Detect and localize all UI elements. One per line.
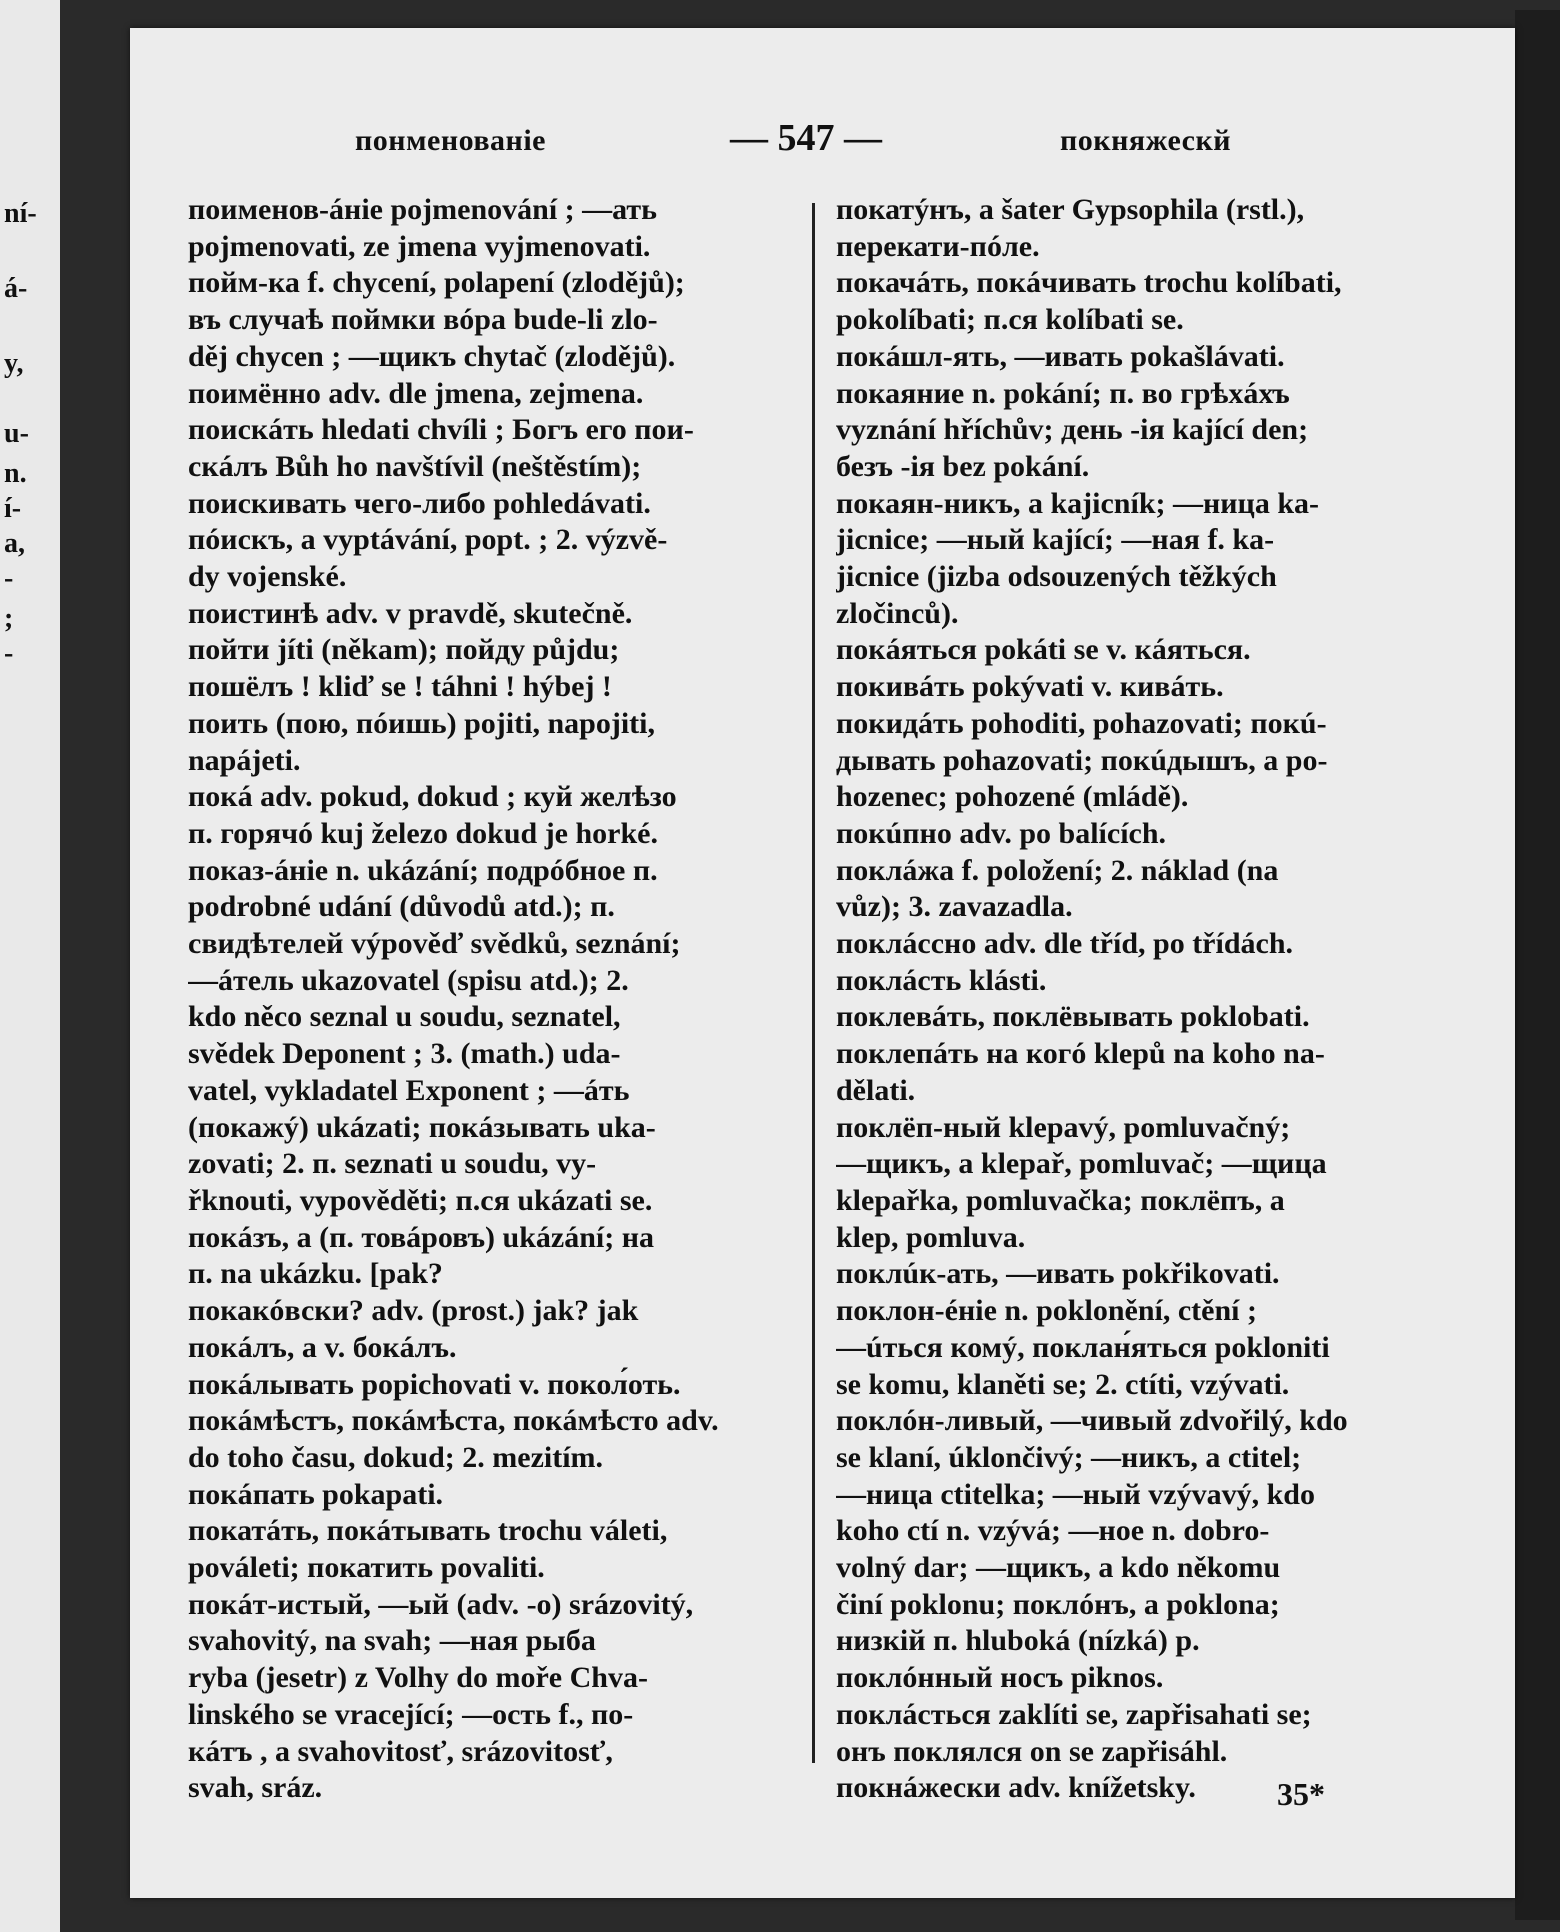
page-number: — 547 — xyxy=(730,117,882,159)
text-line: děj chycen ; —щикъ chytač (zlodějů). xyxy=(188,339,676,373)
text-line: пойм-ка f. chycení, polapení (zlodějů); xyxy=(188,266,685,300)
text-line: покивáть pokývati v. кивáть. xyxy=(836,670,1224,704)
text-line: klep, pomluva. xyxy=(836,1220,1026,1254)
text-line: кáтъ , a svahovitosť, srázovitosť, xyxy=(188,1734,613,1768)
text-line: dy vojenské. xyxy=(188,560,347,594)
text-line: (покажý) ukázati; покáзывать uka- xyxy=(188,1110,656,1144)
text-line: jicnice (jizba odsouzených těžkých xyxy=(836,560,1277,594)
text-line: do toho času, dokud; 2. mezitím. xyxy=(188,1440,604,1474)
text-line: ryba (jesetr) z Volhy do moře Chva- xyxy=(188,1661,648,1695)
text-line: поклёп-ный klepavý, pomluvačný; xyxy=(836,1110,1291,1144)
text-line: покáт-истый, —ый (adv. -о) srázovitý, xyxy=(188,1587,694,1621)
text-line: покáпать pokapati. xyxy=(188,1477,444,1511)
prev-page-fragment: a, xyxy=(4,528,25,559)
text-line: пошёлъ ! kliď se ! táhni ! hýbej ! xyxy=(188,670,612,704)
text-line: покáлывать popichovati v. покол́оть. xyxy=(188,1367,681,1401)
text-line: vůz); 3. zavazadla. xyxy=(836,890,1073,924)
prev-page-fragment: ; xyxy=(4,603,14,634)
text-line: —щикъ, a klepař, pomluvač; —щица xyxy=(836,1147,1327,1181)
column-divider xyxy=(812,203,815,1763)
text-line: поклóнный носъ piknos. xyxy=(836,1661,1164,1695)
text-line: покатáть, покáтывать trochu váleti, xyxy=(188,1514,668,1548)
text-line: vatel, vykladatel Exponent ; —áть xyxy=(188,1073,630,1107)
text-line: поклáсться zaklíti se, zapřisahati se; xyxy=(836,1697,1312,1731)
text-line: п. na ukázku. [pak? xyxy=(188,1257,443,1291)
text-line: klepařka, pomluvačka; поклёпъ, a xyxy=(836,1183,1285,1217)
text-line: покачáть, покáчивать trochu kolíbati, xyxy=(836,266,1342,300)
text-line: онъ поклялся on se zapřisáhl. xyxy=(836,1734,1228,1768)
text-line: скáлъ Bůh ho navštívil (neštěstím); xyxy=(188,449,642,483)
text-line: покúпно adv. po balících. xyxy=(836,816,1167,850)
left-column xyxy=(188,192,798,1807)
text-line: п. горячó kuj železo dokud je horké. xyxy=(188,816,658,850)
text-line: поклúк-ать, —ивать pokřikovati. xyxy=(836,1257,1280,1291)
text-line: dělati. xyxy=(836,1073,916,1107)
text-line: pojmenovati, ze jmena vyjmenovati. xyxy=(188,229,651,263)
text-line: поклáжа f. položení; 2. náklad (na xyxy=(836,853,1279,887)
text-line: kdo něco seznal u soudu, seznatel, xyxy=(188,1000,621,1034)
text-line: покáяться pokáti se v. кáяться. xyxy=(836,633,1251,667)
text-line: покáзъ, a (п. товáровъ) ukázání; на xyxy=(188,1220,655,1254)
text-line: поистинѣ adv. v pravdě, skutečně. xyxy=(188,596,633,630)
right-column xyxy=(836,192,1481,1807)
text-line: покатýнъ, a šater Gypsophila (rstl.), xyxy=(836,193,1305,226)
text-line: покаян-никъ, a kajicník; —ница ka- xyxy=(836,486,1320,520)
text-line: se klaní, úklončivý; —никъ, a ctitel; xyxy=(836,1440,1302,1474)
text-line: svah, sráz. xyxy=(188,1771,323,1805)
text-line: —áтель ukazovatel (spisu atd.); 2. xyxy=(188,963,629,997)
prev-page-fragment: - xyxy=(4,563,14,594)
text-line: napájeti. xyxy=(188,743,301,777)
text-line: покáшл-ять, —ивать pokašlávati. xyxy=(836,339,1285,373)
text-line: свидѣтелей výpověď svědků, seznání; xyxy=(188,927,681,961)
text-line: zovati; 2. п. seznati u soudu, vy- xyxy=(188,1147,597,1181)
text-line: podrobné udání (důvodů atd.); п. xyxy=(188,890,615,924)
signature-mark: 35* xyxy=(1277,1776,1325,1812)
left-guideword: понменованіе xyxy=(355,124,546,157)
text-line: поискивать чего-либо pohledávati. xyxy=(188,486,651,520)
prev-page-fragment: y, xyxy=(4,348,24,379)
text-line: низкій п. hluboká (nízká) p. xyxy=(836,1624,1200,1658)
prev-page-fragment: á- xyxy=(4,273,28,304)
text-line: se komu, klaněti se; 2. ctíti, vzývati. xyxy=(836,1367,1290,1401)
running-header xyxy=(130,116,1515,166)
text-line: поклон-éніе n. poklonění, ctění ; xyxy=(836,1294,1257,1328)
text-line: volný dar; —щикъ, a kdo někomu xyxy=(836,1551,1281,1585)
text-line: покаяние n. pokání; п. во грѣхáхъ xyxy=(836,376,1290,410)
text-line: дывать pohazovati; покúдышъ, a po- xyxy=(836,743,1328,777)
text-line: покáлъ, a v. бокáлъ. xyxy=(188,1330,457,1364)
text-line: svědek Deponent ; 3. (math.) uda- xyxy=(188,1037,621,1071)
text-line: svahovitý, na svah; —ная рыба xyxy=(188,1624,596,1658)
previous-page-edge xyxy=(0,0,60,1932)
text-line: поименов-áніе pojmenování ; —ать xyxy=(188,193,657,226)
text-line: покá adv. pokud, dokud ; куй желѣзо xyxy=(188,780,677,814)
scan-border xyxy=(1515,10,1560,1920)
text-line: покакóвски? adv. (prost.) jak? jak xyxy=(188,1294,639,1328)
text-line: покидáть pohoditi, pohazovati; покú- xyxy=(836,706,1327,740)
text-line: покнáжески adv. knížetsky. xyxy=(836,1771,1196,1805)
right-guideword: покняжескй xyxy=(1060,124,1232,157)
prev-page-fragment: ní- xyxy=(4,198,37,229)
text-line: поискáть hledati chvíli ; Богъ его пои- xyxy=(188,413,694,447)
text-line: поить (пою, пóишь) pojiti, napojiti, xyxy=(188,706,655,740)
text-line: —ница ctitelka; —ный vzývavý, kdo xyxy=(836,1477,1315,1511)
text-line: поимённо adv. dle jmena, zejmena. xyxy=(188,376,644,410)
prev-page-fragment: í- xyxy=(4,493,22,524)
text-line: поклóн-ливый, —чивый zdvořilý, kdo xyxy=(836,1404,1348,1438)
text-line: linského se vracející; —ость f., по- xyxy=(188,1697,634,1731)
text-line: koho ctí n. vzývá; —ное n. dobro- xyxy=(836,1514,1270,1548)
prev-page-fragment: n. xyxy=(4,458,27,489)
text-line: безъ -ія bez pokání. xyxy=(836,449,1090,483)
text-line: —úться комý, поклан́яться pokloniti xyxy=(836,1330,1330,1364)
text-line: činí poklonu; поклóнъ, a poklona; xyxy=(836,1587,1280,1621)
text-line: покáмѣстъ, покáмѣста, покáмѣсто adv. xyxy=(188,1404,719,1438)
text-line: въ случаѣ поймки вóра bude-li zlo- xyxy=(188,303,658,337)
text-line: пóискъ, a vyptávání, popt. ; 2. výzvě- xyxy=(188,523,668,557)
prev-page-fragment: - xyxy=(4,638,14,669)
text-line: pováleti; покатить povaliti. xyxy=(188,1551,545,1585)
text-line: поклепáть на когó klepů na koho na- xyxy=(836,1037,1325,1071)
text-line: vyznání hříchův; день -ія kající den; xyxy=(836,413,1309,447)
text-line: показ-áніе n. ukázání; подрóбное п. xyxy=(188,853,658,887)
text-line: поклáссно adv. dle tříd, po třídách. xyxy=(836,927,1294,961)
text-line: перекати-пóле. xyxy=(836,229,1040,263)
text-line: hozenec; pohozené (mládě). xyxy=(836,780,1189,814)
text-line: jicnice; —ный kající; —ная f. ka- xyxy=(836,523,1275,557)
dictionary-page xyxy=(130,28,1515,1898)
text-line: zločinců). xyxy=(836,596,959,630)
prev-page-fragment: u- xyxy=(4,418,29,449)
text-line: pokolíbati; п.ся kolíbati se. xyxy=(836,303,1184,337)
text-line: пойти jíti (někam); пойду půjdu; xyxy=(188,633,620,667)
text-line: řknouti, vypověděti; п.ся ukázati se. xyxy=(188,1183,653,1217)
text-line: поклевáть, поклёвывать poklobati. xyxy=(836,1000,1310,1034)
text-line: поклáсть klásti. xyxy=(836,963,1047,997)
